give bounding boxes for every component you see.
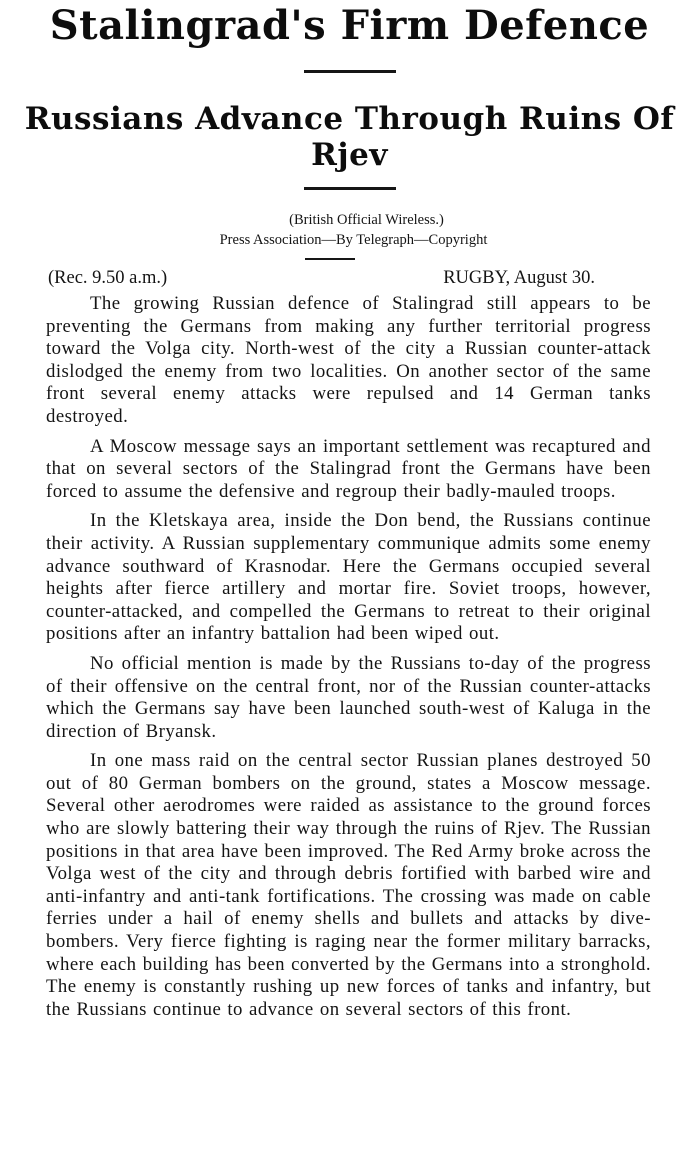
article-body bbox=[0, 293, 699, 1021]
subheadline: Russians Advance Through Ruins Of Rjev bbox=[24, 101, 675, 173]
subheadline-rule bbox=[304, 187, 396, 190]
byline-rule bbox=[305, 258, 355, 260]
paragraph: In the Kletskaya area, inside the Don bend, the Russians continue their activity. A Russian supplementary communique admits some enemy advance southward of Krasnodar. Here the Germans occupied several heights after fierce artillery and mortar fire. Soviet troops, however, counter-attacked, and compelled the Germans to retreat to their original positions after an infantry battalion had been wiped out. bbox=[46, 510, 651, 645]
received-time: (Rec. 9.50 a.m.) bbox=[48, 268, 168, 288]
source-line: (British Official Wireless.) bbox=[289, 212, 444, 228]
dateline: RUGBY, August 30. bbox=[443, 268, 595, 288]
paragraph: The growing Russian defence of Stalingrad still appears to be preventing the Germans from making any further territorial progress toward the Volga city. North-west of the city a Russian counter-attack dislodged the enemy from two localities. On another sector of the same front several enemy attacks were repulsed and 14 German tanks destroyed. bbox=[46, 293, 651, 427]
paragraph: In one mass raid on the central sector Russian planes destroyed 50 out of 80 German bombers on the ground, states a Moscow message. Several other aerodromes were raided as assistance to the ground forces who are slowly battering their way through the ruins of Rjev. The Russian positions in that area have been improved. The Red Army broke across the Volga west of the city and through debris fortified with barbed wire and anti-infantry and anti-tank fortifications. The crossing was made on cable ferries under a hail of enemy shells and bullets and attacks by dive-bombers. Very fierce fighting is raging near the former military barracks, where each building has been converted by the Germans into a stronghold. The enemy is constantly rushing up new forces of tanks and infantry, but the Russians continue to advance on several sectors of this front. bbox=[46, 750, 651, 1020]
headline: Stalingrad's Firm Defence bbox=[49, 2, 650, 49]
paragraph: No official mention is made by the Russians to-day of the progress of their offensive on the central front, nor of the Russian counter-attacks which the Germans say have been launched south-west of Kaluga in the direction of Bryansk. bbox=[46, 652, 651, 742]
dateline-row bbox=[0, 267, 699, 289]
paragraph: A Moscow message says an important settlement was recaptured and that on several sectors of the Stalingrad front the Germans have been forced to assume the defensive and regroup their badly-mauled troops. bbox=[46, 435, 651, 502]
agency-line: Press Association—By Telegraph—Copyright bbox=[219, 232, 488, 248]
headline-rule bbox=[304, 70, 396, 73]
